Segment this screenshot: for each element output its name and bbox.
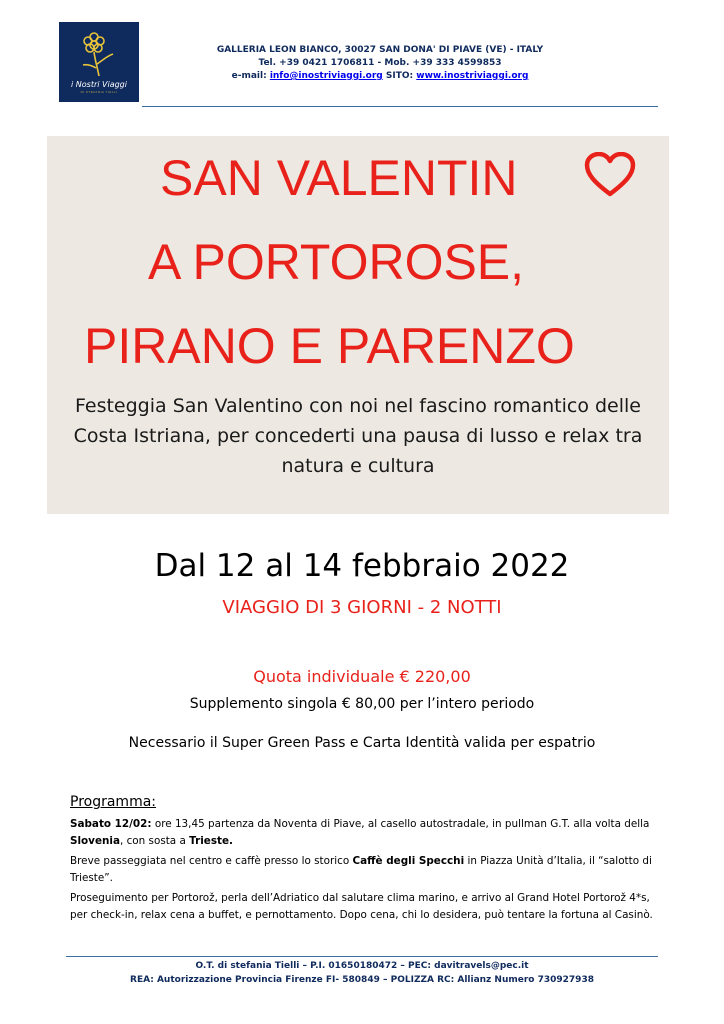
program-text: in Piazza Unità d’Italia, il “salotto di Trieste”.: [70, 855, 652, 884]
program-body: [70, 816, 656, 927]
website-link[interactable]: www.inostriviaggi.org: [416, 71, 529, 81]
footer-line-1: O.T. di stefania Tielli – P.I. 01650180472 – PEC: davitravels@pec.it: [195, 961, 529, 971]
program-text: , con sosta a: [119, 834, 190, 847]
travel-requirements: Necessario il Super Green Pass e Carta Identità valida per espatrio: [128, 735, 596, 751]
hero-description: Festeggia San Valentino con noi nel fascino romantico delle Costa Istriana, per concederti una pausa di lusso e relax tra natura e cultura: [73, 395, 643, 477]
site-label: SITO:: [385, 71, 414, 81]
letterhead: [200, 44, 560, 83]
program-day: Sabato 12/02:: [70, 818, 152, 830]
company-contacts: [200, 70, 560, 83]
logo-brand: i Nostri Viaggi: [71, 80, 127, 89]
heart-outline-icon: [584, 152, 636, 198]
footer-line-2: REA: Autorizzazione Provincia Firenze FI- 580849 – POLIZZA RC: Allianz Numero 730927938: [130, 975, 594, 985]
email-label: e-mail:: [231, 71, 267, 81]
title-line-1: SAN VALENTIN: [160, 150, 518, 206]
program-place: Caffè degli Specchi: [352, 855, 465, 867]
email-link[interactable]: info@inostriviaggi.org: [269, 71, 383, 81]
program-paragraph: Proseguimento per Portorož, perla dell’Adriatico dal salutare clima marino, e arrivo al Grand Hotel Portorož 4*s, per check-in, relax cena a buffet, e pernottamento. Dopo cena, chi lo desidera, può tentare la fortuna al Casinò.: [70, 892, 653, 921]
program-heading: Programma:: [70, 794, 157, 810]
program-place: Trieste.: [189, 834, 233, 847]
company-logo: [59, 22, 139, 102]
title-line-2: A PORTOROSE,: [148, 234, 525, 290]
program-place: Slovenia: [70, 834, 120, 847]
company-phones: Tel. +39 0421 1706811 - Mob. +39 333 4599853: [258, 58, 502, 68]
header-divider: [142, 106, 658, 107]
program-paragraph: [70, 816, 656, 849]
trip-dates: Dal 12 al 14 febbraio 2022: [154, 548, 570, 584]
program-text: ore 13,45 partenza da Noventa di Piave, al casello autostradale, in pullman G.T. alla volta della: [151, 818, 650, 830]
footer-divider: [66, 956, 658, 957]
trip-price: Quota individuale € 220,00: [253, 667, 471, 686]
flower-icon: [77, 32, 121, 78]
program-paragraph: [70, 853, 656, 886]
footer: [66, 959, 658, 987]
company-address: GALLERIA LEON BIANCO, 30027 SAN DONA' DI PIAVE (VE) - ITALY: [216, 45, 544, 55]
trip-duration: VIAGGIO DI 3 GIORNI - 2 NOTTI: [222, 597, 502, 618]
program-text: Breve passeggiata nel centro e caffè presso lo storico: [70, 855, 353, 867]
logo-tagline: DI STEFANIA TIELLI: [80, 90, 118, 94]
single-supplement: Supplemento singola € 80,00 per l’intero periodo: [189, 696, 535, 712]
title-line-3: PIRANO E PARENZO: [84, 318, 575, 374]
